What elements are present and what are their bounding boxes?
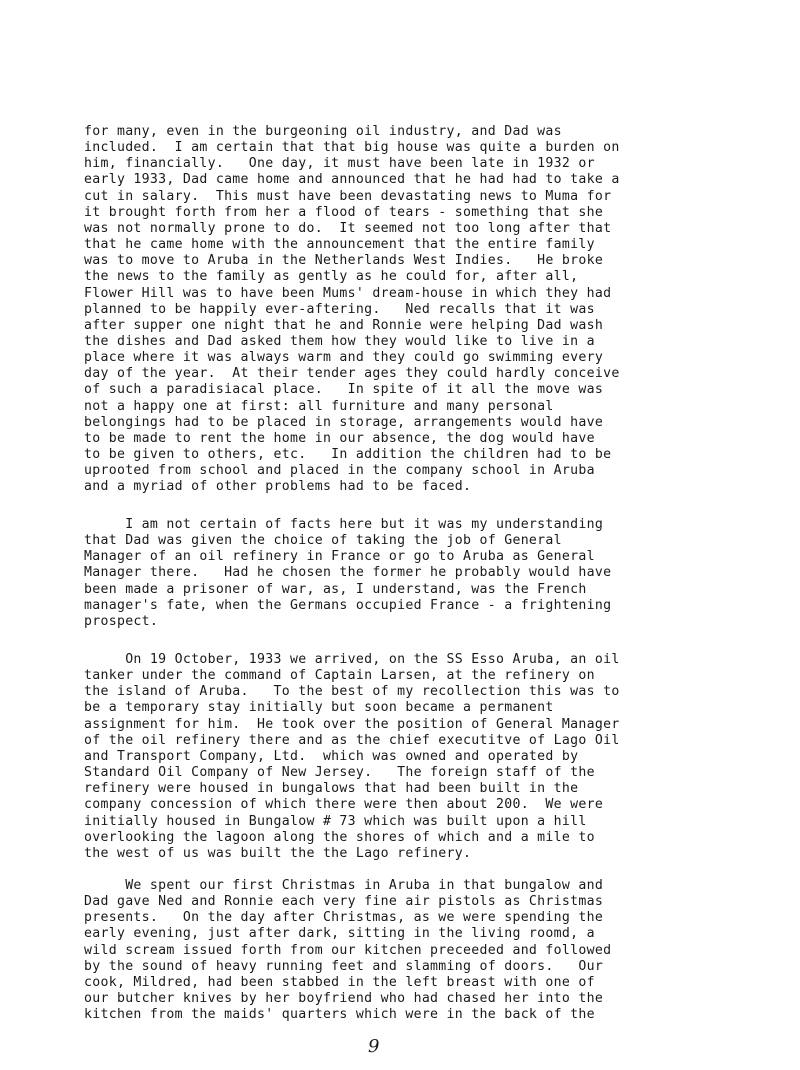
- text-line: overlooking the lagoon along the shores of which and a mile to: [84, 829, 595, 845]
- text-line: to be made to rent the home in our absence, the dog would have: [84, 430, 595, 446]
- text-line: the dishes and Dad asked them how they would like to live in a: [84, 333, 595, 349]
- text-line: day of the year. At their tender ages they could hardly conceive: [84, 366, 620, 382]
- page-number: 9: [368, 1036, 380, 1057]
- text-line: after supper one night that he and Ronnie were helping Dad wash: [84, 317, 604, 333]
- text-line: initially housed in Bungalow # 73 which was built upon a hill: [84, 813, 587, 829]
- text-line: wild scream issued forth from our kitchen preceeded and followed: [84, 942, 612, 958]
- text-line: refinery were housed in bungalows that had been built in the: [84, 781, 579, 797]
- text-line: included. I am certain that that big house was quite a burden on: [84, 140, 620, 156]
- text-line: Manager there. Had he chosen the former he probably would have: [84, 565, 612, 581]
- text-line: the island of Aruba. To the best of my recollection this was to: [84, 684, 620, 700]
- text-line: that he came home with the announcement that the entire family: [84, 237, 595, 253]
- text-line: our butcher knives by her boyfriend who had chased her into the: [84, 991, 604, 1007]
- text-line: On 19 October, 1933 we arrived, on the SS Esso Aruba, an oil: [84, 652, 620, 667]
- text-line: him, financially. One day, it must have been late in 1932 or: [84, 156, 595, 172]
- text-line: to be given to others, etc. In addition the children had to be: [84, 447, 612, 462]
- text-line: that Dad was given the choice of taking the job of General: [84, 533, 562, 549]
- text-line: the west of us was built the the Lago refinery.: [84, 845, 472, 861]
- text-line: company concession of which there were then about 200. We were: [84, 797, 604, 813]
- text-line: tanker under the command of Captain Larsen, at the refinery on: [84, 668, 595, 684]
- text-line: of the oil refinery there and as the chief executitve of Lago Oil: [84, 732, 620, 748]
- text-line: early 1933, Dad came home and announced that he had had to take a: [84, 172, 620, 188]
- text-line: cut in salary. This must have been devastating news to Muma for: [84, 188, 612, 204]
- text-line: kitchen from the maids' quarters which were in the back of the: [84, 1007, 595, 1023]
- text-line: and a myriad of other problems had to be faced.: [84, 479, 472, 495]
- text-line: belongings had to be placed in storage, arrangements would have: [84, 414, 604, 430]
- text-line: Manager of an oil refinery in France or go to Aruba as General: [84, 549, 595, 565]
- text-line: the news to the family as gently as he could for, after all,: [84, 269, 579, 285]
- text-line: of such a paradisiacal place. In spite of it all the move was: [84, 382, 604, 398]
- text-line: presents. On the day after Christmas, as we were spending the: [84, 910, 604, 926]
- text-line: and Transport Company, Ltd. which was owned and operated by: [84, 748, 579, 764]
- text-line: place where it was always warm and they could go swimming every: [84, 350, 604, 366]
- text-line: for many, even in the burgeoning oil industry, and Dad was: [84, 124, 562, 139]
- text-line: it brought forth from her a flood of tears - something that she: [84, 204, 604, 220]
- text-line: was not normally prone to do. It seemed not too long after that: [84, 220, 612, 236]
- text-line: cook, Mildred, had been stabbed in the left breast with one of: [84, 974, 595, 990]
- text-line: Dad gave Ned and Ronnie each very fine air pistols as Christmas: [84, 894, 604, 910]
- text-line: by the sound of heavy running feet and slamming of doors. Our: [84, 958, 604, 974]
- text-line: planned to be happily ever-aftering. Ned recalls that it was: [84, 301, 595, 317]
- text-line: I am not certain of facts here but it was my understanding: [84, 517, 604, 532]
- text-line: prospect.: [84, 613, 159, 629]
- text-line: uprooted from school and placed in the company school in Aruba: [84, 463, 595, 479]
- text-line: We spent our first Christmas in Aruba in that bungalow and: [84, 878, 604, 893]
- text-line: Flower Hill was to have been Mums' dream-house in which they had: [84, 285, 612, 301]
- text-line: been made a prisoner of war, as, I understand, was the French: [84, 581, 587, 597]
- text-line: manager's fate, when the Germans occupied France - a frightening: [84, 597, 612, 613]
- text-line: assignment for him. He took over the position of General Manager: [84, 716, 620, 732]
- text-line: be a temporary stay initially but soon became a permanent: [84, 700, 554, 716]
- text-line: Standard Oil Company of New Jersey. The foreign staff of the: [84, 765, 595, 781]
- text-line: early evening, just after dark, sitting in the living roomd, a: [84, 926, 595, 942]
- text-line: was to move to Aruba in the Netherlands West Indies. He broke: [84, 253, 604, 269]
- text-line: not a happy one at first: all furniture and many personal: [84, 398, 554, 414]
